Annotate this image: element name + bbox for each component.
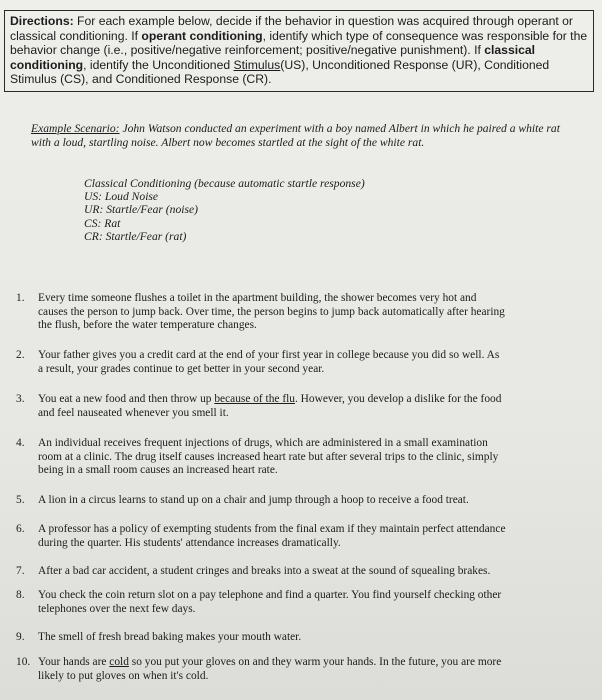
- directions-text-1: For each example below, decide if the behavior in question was acquired through operant or classical conditioning. If: [10, 14, 573, 43]
- question-number: 8.: [16, 589, 25, 601]
- question-4: [16, 437, 594, 478]
- question-line: causes the person to jump back. Over time, the person begins to jump back automatically after hearing: [38, 305, 505, 318]
- directions-stimulus: Stimulus: [233, 57, 281, 72]
- question-number: 4.: [16, 437, 25, 449]
- answer-cr: CR: Startle/Fear (rat): [84, 229, 187, 243]
- directions-lead: Directions:: [10, 14, 74, 28]
- question-number: 9.: [16, 631, 25, 643]
- question-number: 7.: [16, 565, 25, 577]
- question-line: and feel nauseated whenever you smell it.: [38, 406, 229, 419]
- example-text: John Watson conducted an experiment with a boy named Albert in which he paired a white rat with a loud, startling noise. Albert now becomes startled at the sight of the white rat.: [31, 122, 560, 150]
- question-number: 6.: [16, 523, 25, 535]
- question-line: likely to put gloves on when it's cold.: [38, 669, 209, 682]
- directions-text-2: , identify which type of consequence was responsible for the behavior change (i.e., positive/negative reinforcement; positive/negative punishment). If: [10, 28, 588, 58]
- answer-ur: UR: Startle/Fear (noise): [84, 203, 198, 217]
- question-line: telephones over the next few days.: [38, 602, 196, 615]
- question-line: Every time someone flushes a toilet in the apartment building, the shower becomes very hot and: [38, 292, 477, 304]
- question-line: Your hands are: [38, 656, 110, 668]
- question-10: [16, 656, 594, 683]
- question-line: the flush, before the water temperature changes.: [38, 319, 257, 332]
- question-line: Your father gives you a credit card at the end of your first year in college because you did so well. As: [38, 349, 500, 361]
- answer-cs: CS: Rat: [84, 216, 121, 230]
- question-line: during the quarter. His students' attendance increases dramatically.: [38, 536, 341, 549]
- question-8: [16, 589, 594, 616]
- directions-text-4: (US), Unconditioned Response (UR), Conditioned Stimulus (CS), and Conditioned Response (CR).: [10, 57, 550, 87]
- example-label: Example Scenario:: [31, 122, 120, 135]
- answer-type: Classical Conditioning (because automatic startle response): [84, 177, 365, 190]
- question-line: so you put your gloves on and they warm your hands. In the future, you are more: [128, 656, 502, 668]
- answer-us: US: Loud Noise: [84, 190, 159, 204]
- directions-operant: operant conditioning: [141, 28, 263, 43]
- question-number: 10.: [16, 656, 31, 668]
- question-2: [16, 349, 594, 376]
- example-answer: [84, 177, 504, 243]
- question-line: a result, your grades continue to get better in your second year.: [38, 362, 325, 375]
- question-line: You check the coin return slot on a pay telephone and find a quarter. You find yourself checking other: [38, 589, 502, 601]
- directions-text-3: , identify the Unconditioned: [83, 57, 234, 72]
- question-6: [16, 523, 594, 550]
- example-scenario: [31, 122, 576, 150]
- question-line: After a bad car accident, a student cringes and breaks into a sweat at the sound of squealing brakes.: [38, 565, 491, 577]
- question-5: [16, 494, 594, 508]
- question-underlined: cold: [109, 656, 129, 668]
- question-line: The smell of fresh bread baking makes your mouth water.: [38, 631, 302, 643]
- question-line: A lion in a circus learns to stand up on a chair and jump through a hoop to receive a food treat.: [38, 494, 469, 506]
- question-line: An individual receives frequent injections of drugs, which are administered in a small examination: [38, 437, 488, 449]
- question-3: [16, 393, 594, 420]
- question-line: room at a clinic. The drug itself causes increased heart rate but after several trips to the clinic, simply: [38, 450, 499, 463]
- question-number: 5.: [16, 494, 25, 506]
- question-line: being in a small room causes an increased heart rate.: [38, 464, 278, 477]
- directions-classical: classical conditioning: [10, 43, 536, 72]
- question-line: . However, you develop a dislike for the food: [294, 393, 502, 405]
- question-1: [16, 292, 594, 333]
- question-underlined: because of the flu: [214, 393, 295, 405]
- question-7: [16, 565, 594, 579]
- question-number: 2.: [16, 349, 25, 361]
- question-number: 3.: [16, 393, 25, 405]
- question-line: You eat a new food and then throw up: [38, 393, 215, 405]
- question-number: 1.: [16, 292, 25, 304]
- directions-box: [4, 10, 594, 92]
- question-9: [16, 631, 594, 645]
- question-line: A professor has a policy of exempting students from the final exam if they maintain perfect attendance: [38, 523, 506, 535]
